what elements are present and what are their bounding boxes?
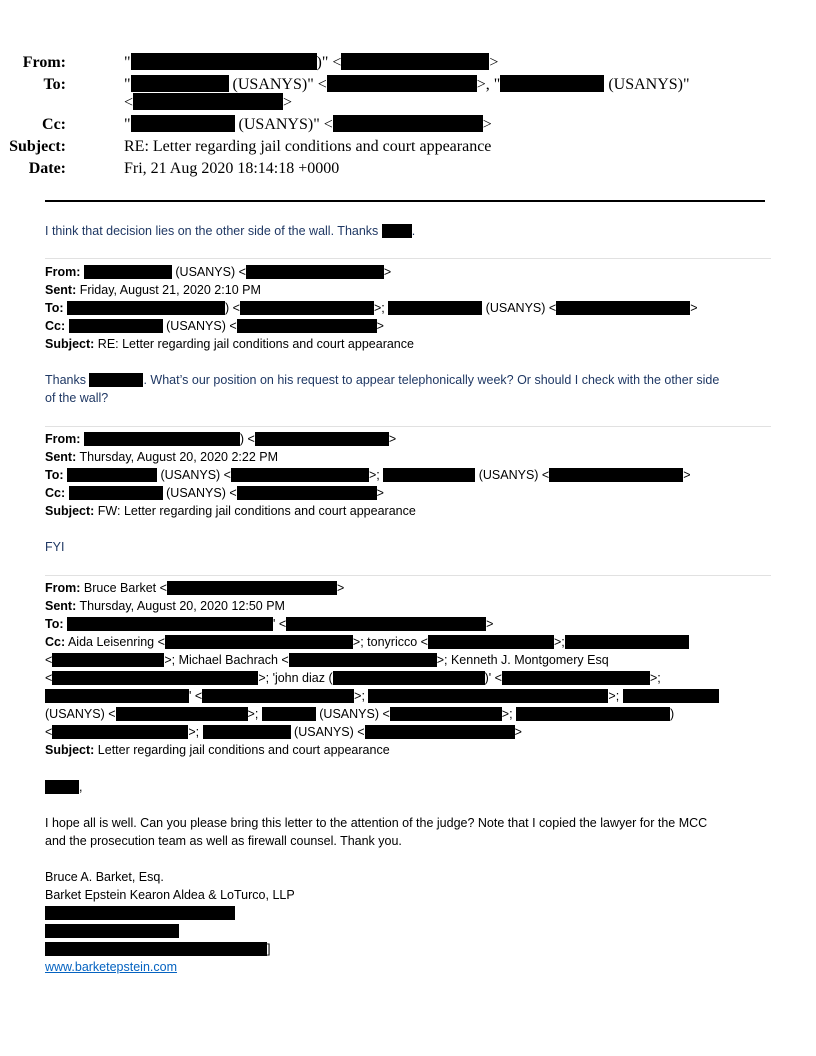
redaction bbox=[262, 707, 316, 721]
redaction bbox=[289, 653, 437, 667]
redaction bbox=[202, 689, 354, 703]
redaction bbox=[240, 301, 374, 315]
redaction bbox=[131, 75, 229, 92]
msg4-subject-row bbox=[45, 741, 773, 759]
msg4-from-row: From: Bruce Barket < > bbox=[45, 581, 345, 595]
redaction bbox=[237, 486, 377, 500]
msg4-cc-label: Cc: bbox=[45, 635, 66, 649]
header-cc-label: Cc: bbox=[42, 116, 66, 133]
msg4-cc-name: Michael Bachrach < bbox=[178, 653, 289, 667]
redaction bbox=[382, 224, 412, 238]
header-divider bbox=[45, 200, 765, 202]
msg4-cc-row-3: < >; 'john diaz ( )' < >; bbox=[45, 671, 661, 685]
redaction bbox=[286, 617, 486, 631]
msg4-to-row: To: ' < > bbox=[45, 617, 494, 631]
header-to-value-continued: < > bbox=[124, 94, 293, 111]
redaction bbox=[383, 468, 475, 482]
redaction bbox=[368, 689, 608, 703]
redaction bbox=[333, 115, 483, 132]
msg2-to-text: (USANYS) < bbox=[485, 301, 557, 315]
redaction bbox=[45, 689, 189, 703]
msg2-subject-row bbox=[45, 335, 773, 353]
msg4-sent-row bbox=[45, 597, 773, 615]
msg4-cc-name: Kenneth J. Montgomery Esq bbox=[450, 653, 609, 667]
msg3-to-text: (USANYS) < bbox=[478, 468, 550, 482]
msg2-subject-value: RE: Letter regarding jail conditions and court appearance bbox=[97, 337, 414, 351]
msg4-body-line-1: I hope all is well. Can you please bring this letter to the attention of the judge? Note that I copied the lawyer for the MCC bbox=[45, 816, 708, 830]
redaction bbox=[500, 75, 604, 92]
msg3-subject-row bbox=[45, 502, 773, 520]
redaction bbox=[133, 93, 283, 110]
msg3-cc-label: Cc: bbox=[45, 486, 66, 500]
redaction bbox=[428, 635, 554, 649]
redaction bbox=[333, 671, 485, 685]
msg4-cc-text: (USANYS) < bbox=[319, 707, 390, 721]
header-subject-value: RE: Letter regarding jail conditions and court appearance bbox=[124, 138, 492, 155]
msg2-from-row: From: (USANYS) < > bbox=[45, 265, 392, 279]
msg4-cc-text: (USANYS) < bbox=[45, 707, 116, 721]
redaction bbox=[549, 468, 683, 482]
redaction bbox=[45, 924, 179, 938]
redaction bbox=[67, 468, 157, 482]
header-subject-label: Subject: bbox=[9, 138, 66, 155]
header-from-value: " )" < > bbox=[124, 54, 499, 71]
reply-text bbox=[45, 222, 773, 240]
redaction bbox=[255, 432, 389, 446]
redaction bbox=[45, 780, 79, 794]
redaction bbox=[231, 468, 369, 482]
msg2-body-line-2: of the wall? bbox=[45, 391, 109, 405]
signature-website-row bbox=[45, 958, 773, 976]
msg3-sent-label: Sent: bbox=[45, 450, 77, 464]
signature-name: Bruce A. Barket, Esq. bbox=[45, 870, 164, 884]
header-from-label: From: bbox=[22, 54, 66, 71]
header-to-value: " (USANYS)" < >, " (USANYS)" bbox=[124, 76, 690, 93]
header-to-label: To: bbox=[43, 76, 66, 93]
header-cc-value: " (USANYS)" < > bbox=[124, 116, 492, 133]
redaction bbox=[327, 75, 477, 92]
msg3-cc-row: Cc: (USANYS) < > bbox=[45, 486, 384, 500]
redaction bbox=[89, 373, 143, 387]
redaction bbox=[516, 707, 670, 721]
msg4-sent-label: Sent: bbox=[45, 599, 77, 613]
redaction bbox=[52, 653, 164, 667]
redaction bbox=[556, 301, 690, 315]
redaction bbox=[67, 617, 273, 631]
redaction bbox=[390, 707, 502, 721]
msg4-subject-value: Letter regarding jail conditions and court appearance bbox=[97, 743, 390, 757]
msg2-sent-label: Sent: bbox=[45, 283, 77, 297]
signature-address-2 bbox=[45, 922, 773, 940]
redaction bbox=[237, 319, 377, 333]
msg4-cc-name: tonyricco < bbox=[367, 635, 428, 649]
redaction bbox=[84, 265, 172, 279]
signature-website-link[interactable]: www.barketepstein.com bbox=[45, 960, 178, 974]
msg4-cc-row-6: < >; (USANYS) < > bbox=[45, 725, 522, 739]
msg2-to-sep: >; bbox=[373, 301, 389, 315]
header-date-value: Fri, 21 Aug 2020 18:14:18 +0000 bbox=[124, 160, 340, 177]
msg4-cc-name: 'john diaz ( bbox=[272, 671, 333, 685]
redaction bbox=[203, 725, 291, 739]
msg4-cc-name: Aida Leisenring < bbox=[67, 635, 165, 649]
msg2-from-label: From: bbox=[45, 265, 81, 279]
redaction bbox=[45, 906, 235, 920]
redaction bbox=[45, 942, 267, 956]
msg2-subject-label: Subject: bbox=[45, 337, 95, 351]
msg2-body-text: . What’s our position on his request to appear telephonically week? Or should I check with the other side bbox=[143, 373, 720, 387]
redaction bbox=[502, 671, 650, 685]
redaction bbox=[116, 707, 248, 721]
msg2-body-line-1 bbox=[45, 371, 773, 389]
redaction bbox=[69, 319, 163, 333]
msg2-from-text: (USANYS) < bbox=[175, 265, 246, 279]
msg4-subject-label: Subject: bbox=[45, 743, 95, 757]
redaction bbox=[131, 53, 317, 70]
msg2-cc-row: Cc: (USANYS) < > bbox=[45, 319, 384, 333]
redaction bbox=[67, 301, 225, 315]
msg3-sent-row bbox=[45, 448, 773, 466]
signature-firm: Barket Epstein Kearon Aldea & LoTurco, LLP bbox=[45, 888, 295, 902]
msg2-sent-value: Friday, August 21, 2020 2:10 PM bbox=[79, 283, 261, 297]
msg3-to-row: To: (USANYS) < >; (USANYS) < > bbox=[45, 468, 691, 482]
redaction bbox=[246, 265, 384, 279]
redaction bbox=[165, 635, 353, 649]
msg4-cc-row-4: ' < >; >; bbox=[45, 687, 773, 705]
reply-punct: . bbox=[411, 224, 416, 238]
msg3-cc-text: (USANYS) < bbox=[166, 486, 237, 500]
msg3-subject-value: FW: Letter regarding jail conditions and court appearance bbox=[97, 504, 416, 518]
message-separator bbox=[45, 575, 771, 576]
reply-text-body: I think that decision lies on the other side of the wall. Thanks bbox=[45, 224, 379, 238]
msg2-cc-label: Cc: bbox=[45, 319, 66, 333]
msg3-from-label: From: bbox=[45, 432, 81, 446]
msg3-body: FYI bbox=[45, 540, 65, 554]
msg2-to-label: To: bbox=[45, 301, 64, 315]
redaction bbox=[341, 53, 489, 70]
message-separator bbox=[45, 258, 771, 259]
msg3-sent-value: Thursday, August 20, 2020 2:22 PM bbox=[79, 450, 279, 464]
msg4-sent-value: Thursday, August 20, 2020 12:50 PM bbox=[79, 599, 285, 613]
signature-phone: ] bbox=[45, 940, 773, 958]
msg2-cc-text: (USANYS) < bbox=[166, 319, 237, 333]
redaction bbox=[52, 671, 258, 685]
msg4-cc-row-2: < >; Michael Bachrach < >; Kenneth J. Montgomery Esq bbox=[45, 653, 609, 667]
redaction bbox=[84, 432, 240, 446]
msg4-to-label: To: bbox=[45, 617, 64, 631]
redaction bbox=[365, 725, 515, 739]
msg4-cc-row-5: (USANYS) < >; (USANYS) < >; ) bbox=[45, 707, 675, 721]
msg3-subject-label: Subject: bbox=[45, 504, 95, 518]
msg4-body-line-2: and the prosecution team as well as firewall counsel. Thank you. bbox=[45, 834, 402, 848]
msg4-cc-row-1: Cc: Aida Leisenring < >; tonyricco < >; bbox=[45, 633, 773, 651]
msg4-from-label: From: bbox=[45, 581, 81, 595]
msg2-sent-row bbox=[45, 281, 773, 299]
redaction bbox=[565, 635, 689, 649]
msg4-from-name: Bruce Barket < bbox=[83, 581, 167, 595]
msg4-salutation: , bbox=[45, 778, 773, 796]
msg3-from-row: From: ) < > bbox=[45, 432, 397, 446]
redaction bbox=[69, 486, 163, 500]
redaction bbox=[167, 581, 337, 595]
redaction bbox=[52, 725, 188, 739]
redaction bbox=[388, 301, 482, 315]
signature-address-1 bbox=[45, 904, 773, 922]
msg3-to-label: To: bbox=[45, 468, 64, 482]
msg3-to-text: (USANYS) < bbox=[160, 468, 231, 482]
msg2-to-row: To: ) < >; (USANYS) < > bbox=[45, 301, 698, 315]
header-date-label: Date: bbox=[28, 160, 66, 177]
redaction bbox=[131, 115, 235, 132]
msg2-body-pre: Thanks bbox=[45, 373, 86, 387]
message-separator bbox=[45, 426, 771, 427]
redaction bbox=[623, 689, 719, 703]
msg4-cc-text: (USANYS) < bbox=[294, 725, 365, 739]
